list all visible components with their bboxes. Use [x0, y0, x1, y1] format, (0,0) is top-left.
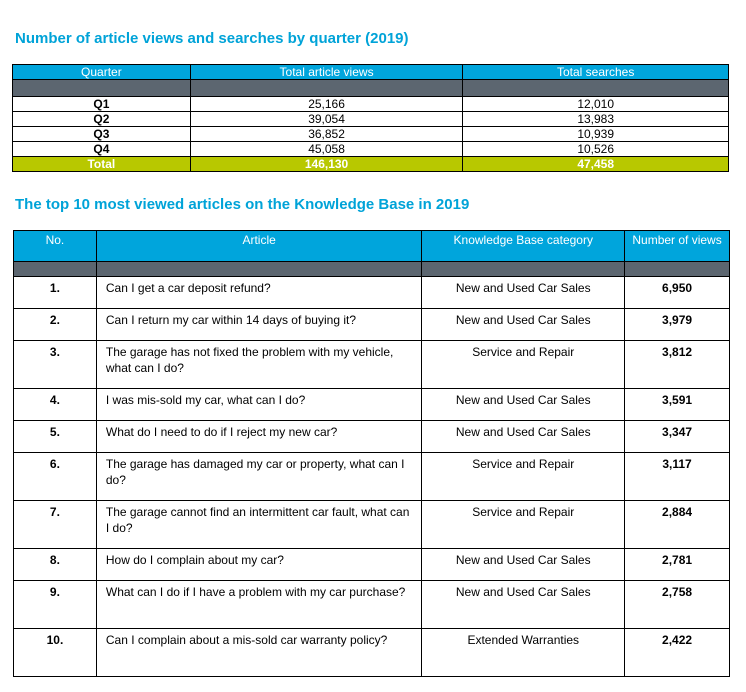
quarterly-views-table: [12, 64, 729, 172]
table-row: [14, 277, 730, 309]
article-cell: What do I need to do if I reject my new car?: [96, 421, 422, 453]
rank-cell: 9.: [14, 581, 97, 629]
article-cell: The garage cannot find an intermittent car fault, what can I do?: [96, 501, 422, 549]
category-cell: New and Used Car Sales: [422, 389, 625, 421]
rank-cell: 8.: [14, 549, 97, 581]
article-cell: What can I do if I have a problem with my car purchase?: [96, 581, 422, 629]
searches-cell: 12,010: [463, 97, 729, 112]
rank-cell: 1.: [14, 277, 97, 309]
quarter-cell: Q1: [13, 97, 191, 112]
views-cell: 3,117: [625, 453, 730, 501]
views-cell: 2,781: [625, 549, 730, 581]
separator-row: [14, 262, 730, 277]
views-cell: 3,591: [625, 389, 730, 421]
searches-cell: 10,526: [463, 142, 729, 157]
quarterly-table-title: Number of article views and searches by quarter (2019): [15, 30, 409, 47]
total-row: [13, 157, 729, 172]
views-cell: 25,166: [190, 97, 463, 112]
category-cell: New and Used Car Sales: [422, 581, 625, 629]
views-cell: 2,422: [625, 629, 730, 677]
views-cell: 2,884: [625, 501, 730, 549]
top-articles-title: The top 10 most viewed articles on the Knowledge Base in 2019: [15, 196, 470, 213]
category-cell: New and Used Car Sales: [422, 421, 625, 453]
rank-cell: 6.: [14, 453, 97, 501]
category-cell: New and Used Car Sales: [422, 549, 625, 581]
table-row: [14, 453, 730, 501]
category-cell: Extended Warranties: [422, 629, 625, 677]
category-cell: New and Used Car Sales: [422, 277, 625, 309]
category-cell: New and Used Car Sales: [422, 309, 625, 341]
table-row: [14, 581, 730, 629]
total-searches: 47,458: [463, 157, 729, 172]
table-row: [13, 97, 729, 112]
total-label: Total: [13, 157, 191, 172]
views-cell: 45,058: [190, 142, 463, 157]
table-row: [14, 341, 730, 389]
column-header-total-article-views: Total article views: [190, 65, 463, 80]
rank-cell: 3.: [14, 341, 97, 389]
searches-cell: 10,939: [463, 127, 729, 142]
table-row: [14, 501, 730, 549]
column-header-number-of-views: Number of views: [625, 231, 730, 262]
views-cell: 39,054: [190, 112, 463, 127]
searches-cell: 13,983: [463, 112, 729, 127]
views-cell: 3,979: [625, 309, 730, 341]
top-articles-table: [13, 230, 730, 677]
column-header-quarter: Quarter: [13, 65, 191, 80]
article-cell: How do I complain about my car?: [96, 549, 422, 581]
table-row: [14, 309, 730, 341]
table-row: [13, 112, 729, 127]
article-cell: The garage has not fixed the problem with my vehicle, what can I do?: [96, 341, 422, 389]
column-header-article: Article: [96, 231, 422, 262]
table-row: [14, 549, 730, 581]
quarter-cell: Q2: [13, 112, 191, 127]
views-cell: 3,812: [625, 341, 730, 389]
views-cell: 3,347: [625, 421, 730, 453]
quarter-cell: Q3: [13, 127, 191, 142]
table-row: [14, 389, 730, 421]
views-cell: 2,758: [625, 581, 730, 629]
category-cell: Service and Repair: [422, 453, 625, 501]
total-views: 146,130: [190, 157, 463, 172]
views-cell: 36,852: [190, 127, 463, 142]
column-header-total-searches: Total searches: [463, 65, 729, 80]
article-cell: Can I return my car within 14 days of buying it?: [96, 309, 422, 341]
rank-cell: 2.: [14, 309, 97, 341]
article-cell: Can I complain about a mis-sold car warranty policy?: [96, 629, 422, 677]
rank-cell: 10.: [14, 629, 97, 677]
views-cell: 6,950: [625, 277, 730, 309]
table-row: [13, 142, 729, 157]
quarter-cell: Q4: [13, 142, 191, 157]
table-row: [14, 421, 730, 453]
category-cell: Service and Repair: [422, 501, 625, 549]
column-header-no: No.: [14, 231, 97, 262]
article-cell: Can I get a car deposit refund?: [96, 277, 422, 309]
separator-row: [13, 80, 729, 97]
category-cell: Service and Repair: [422, 341, 625, 389]
rank-cell: 5.: [14, 421, 97, 453]
table-row: [13, 127, 729, 142]
table-row: [14, 629, 730, 677]
article-cell: The garage has damaged my car or property, what can I do?: [96, 453, 422, 501]
rank-cell: 4.: [14, 389, 97, 421]
rank-cell: 7.: [14, 501, 97, 549]
column-header-category: Knowledge Base category: [422, 231, 625, 262]
article-cell: I was mis-sold my car, what can I do?: [96, 389, 422, 421]
